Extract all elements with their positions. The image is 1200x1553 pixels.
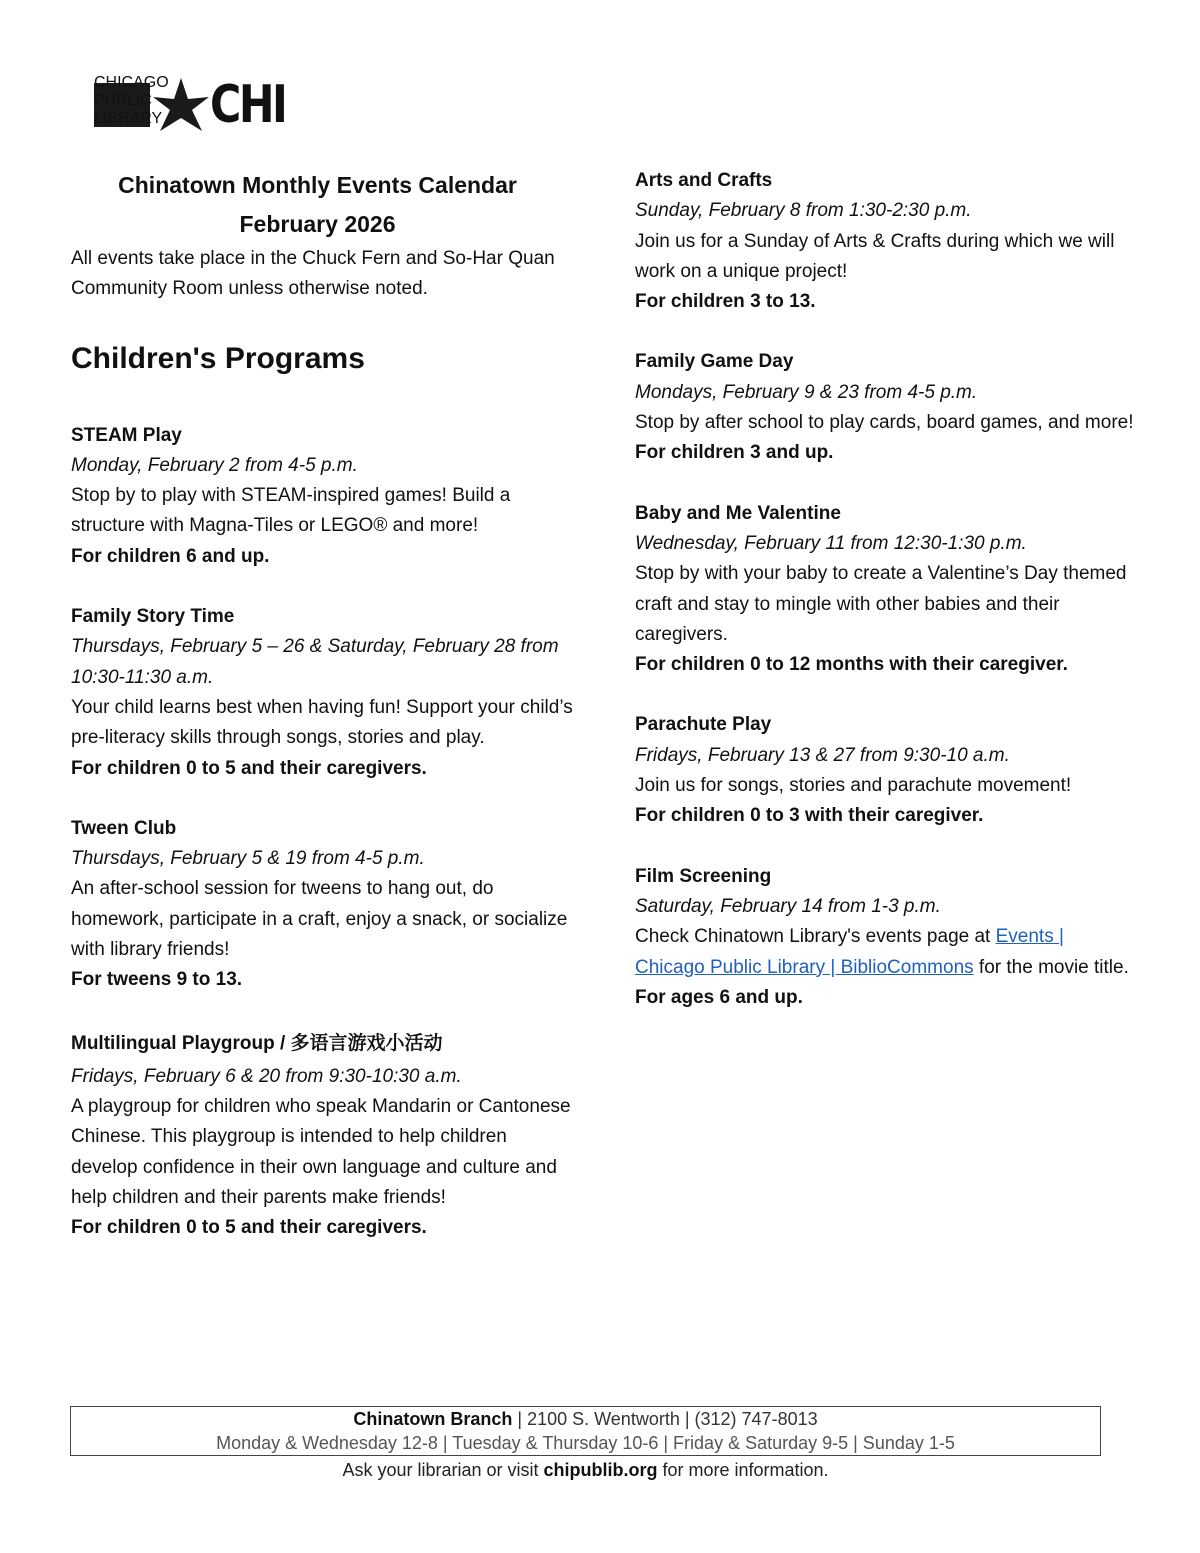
event-title: Arts and Crafts [635, 170, 773, 191]
event-title: Family Game Day [635, 351, 794, 373]
event-title: Film Screening [635, 865, 772, 887]
website-link[interactable]: chipublib.org [543, 1460, 658, 1480]
event-audience: For tweens 9 to 13. [71, 969, 243, 991]
event-description: Join us for a Sunday of Arts & Crafts during which we will work on a unique project! [635, 230, 1115, 282]
event-description: Your child learns best when having fun! Support your child’s pre-literacy skills through songs, stories and play. [71, 696, 573, 749]
logo-chi-text: CHI [210, 75, 286, 135]
description-text: for the movie title. [973, 956, 1129, 978]
event-steam-play [71, 421, 576, 572]
logo-org-line: CHICAGO [94, 74, 169, 91]
event-title: Family Story Time [71, 606, 235, 628]
event-description: An after-school session for tweens to hang out, do homework, participate in a craft, enjoy a snack, or socialize with library friends! [71, 878, 568, 961]
event-title: Baby and Me Valentine [635, 502, 841, 524]
footer-note-text: for more information. [657, 1460, 829, 1480]
section-title: Children's Programs [71, 341, 365, 375]
event-description: Stop by with your baby to create a Valentine’s Day themed craft and stay to mingle with other babies and their caregivers. [635, 563, 1127, 645]
event-audience: For children 0 to 3 with their caregiver. [635, 805, 984, 827]
event-date: Wednesday, February 11 from 12:30-1:30 p.m. [635, 532, 1027, 554]
footer-note-text: Ask your librarian or visit [342, 1460, 544, 1480]
branch-contact [71, 1407, 1100, 1431]
event-audience: For ages 6 and up. [635, 986, 803, 1008]
branch-name: Chinatown Branch [353, 1409, 513, 1429]
logo-org-line: LIBRARY [94, 110, 163, 127]
event-multilingual-playgroup [71, 1026, 576, 1244]
event-baby-and-me-valentine [635, 499, 1135, 681]
event-arts-and-crafts [635, 166, 1135, 317]
event-family-game-day [635, 347, 1135, 468]
event-date: Fridays, February 6 & 20 from 9:30-10:30 a.m. [71, 1065, 462, 1087]
event-date: Thursdays, February 5 – 26 & Saturday, February 28 from 10:30-11:30 a.m. [71, 636, 559, 688]
event-title: STEAM Play [71, 424, 182, 446]
footer-note [70, 1458, 1101, 1482]
title-line: Chinatown Monthly Events Calendar [118, 172, 517, 198]
event-film-screening [635, 862, 1135, 1013]
event-parachute-play [635, 710, 1135, 831]
event-audience: For children 6 and up. [71, 545, 270, 567]
right-column [635, 166, 1135, 1043]
event-tween-club [71, 814, 576, 996]
event-description: A playgroup for children who speak Mandarin or Cantonese Chinese. This playgroup is intended to help children develop confidence in their own language and culture and help children and their parents make friends! [71, 1095, 571, 1208]
logo-wordmark [94, 74, 354, 136]
event-family-story-time [71, 602, 576, 784]
event-date: Thursdays, February 5 & 19 from 4-5 p.m. [71, 848, 425, 870]
page-title [71, 166, 564, 244]
event-audience: For children 3 and up. [635, 442, 834, 464]
events-page-link[interactable]: Events | Chicago Public Library | BiblioCommons [635, 926, 1064, 978]
event-title: Multilingual Playgroup / 多语言游戏小活动 [71, 1032, 443, 1054]
event-description: Stop by after school to play cards, board games, and more! [635, 412, 1134, 434]
event-date: Sunday, February 8 from 1:30-2:30 p.m. [635, 200, 972, 222]
event-audience: For children 0 to 12 months with their caregiver. [635, 654, 1068, 676]
logo-org-name [94, 74, 354, 128]
description-text: Check Chinatown Library's events page at [635, 926, 996, 948]
event-title: Parachute Play [635, 714, 772, 736]
left-column [71, 166, 576, 1273]
branch-hours: Monday & Wednesday 12-8 | Tuesday & Thursday 10-6 | Friday & Saturday 9-5 | Sunday 1-5 [216, 1433, 955, 1453]
event-description: Join us for songs, stories and parachute movement! [635, 775, 1072, 797]
event-description: Stop by to play with STEAM-inspired games! Build a structure with Magna-Tiles or LEGO® and more! [71, 485, 511, 537]
event-date: Fridays, February 13 & 27 from 9:30-10 a.m. [635, 744, 1010, 766]
branch-address: | 2100 S. Wentworth | (312) 747-8013 [512, 1409, 818, 1429]
intro-text: All events take place in the Chuck Fern and So-Har Quan Community Room unless otherwise noted. [71, 248, 555, 300]
logo-org-line: PUBLIC [94, 92, 152, 109]
event-title: Tween Club [71, 817, 177, 839]
event-audience: For children 0 to 5 and their caregivers. [71, 757, 427, 779]
branch-info-box [70, 1406, 1101, 1456]
event-audience: For children 0 to 5 and their caregivers. [71, 1217, 427, 1239]
event-date: Mondays, February 9 & 23 from 4-5 p.m. [635, 381, 978, 403]
event-date: Monday, February 2 from 4-5 p.m. [71, 454, 358, 476]
event-date: Saturday, February 14 from 1-3 p.m. [635, 895, 941, 917]
event-audience: For children 3 to 13. [635, 291, 816, 313]
title-month: February 2026 [239, 211, 396, 237]
event-description [635, 922, 1135, 983]
